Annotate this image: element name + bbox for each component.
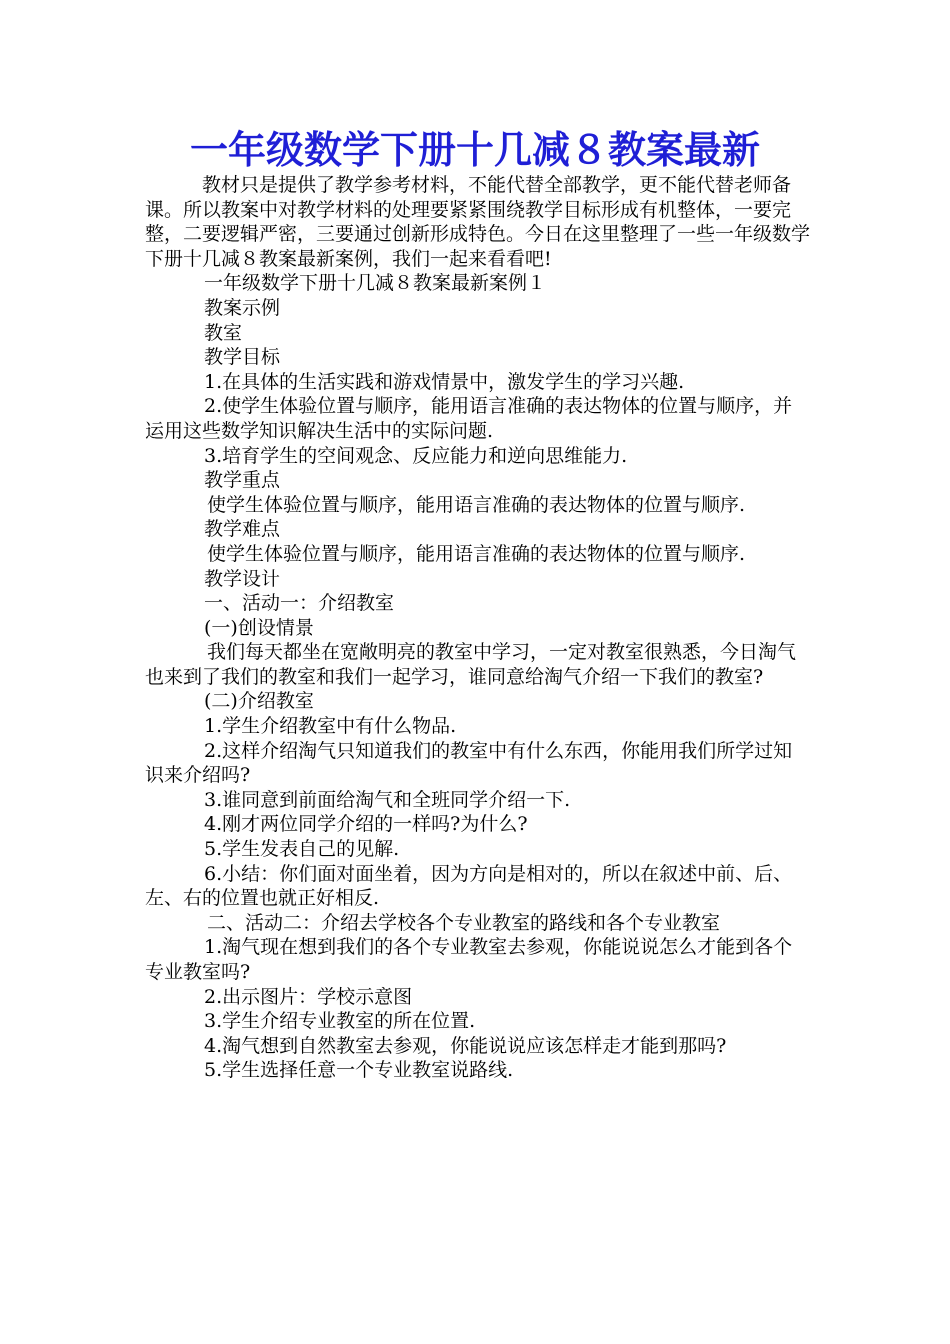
paragraph: 使学生体验位置与顺序，能用语言准确的表达物体的位置与顺序. xyxy=(207,493,746,516)
paragraph: 4.淘气想到自然教室去参观，你能说说应该怎样走才能到那吗? xyxy=(204,1034,727,1057)
document-title: 一年级数学下册十几减８教案最新 xyxy=(189,127,760,172)
paragraph: 2.使学生体验位置与顺序，能用语言准确的表达物体的位置与顺序，并运用这些数学知识解决生活中的实际问题. xyxy=(145,395,793,442)
paragraph: 教学难点 xyxy=(204,518,281,541)
paragraph: 教学目标 xyxy=(204,346,281,369)
paragraph: 教室 xyxy=(204,321,243,344)
paragraph: 6.小结：你们面对面坐着，因为方向是相对的，所以在叙述中前、后、左、右的位置也就正好相反. xyxy=(145,862,793,910)
paragraph: 5.学生选择任意一个专业教室说路线. xyxy=(204,1059,514,1082)
paragraph: (二)介绍教室 xyxy=(204,690,314,713)
paragraph: 1.淘气现在想到我们的各个专业教室去参观，你能说说怎么才能到各个专业教室吗? xyxy=(145,936,793,983)
paragraph: 2.出示图片：学校示意图 xyxy=(204,985,413,1008)
paragraph: (一)创设情景 xyxy=(204,616,314,639)
paragraph: 使学生体验位置与顺序，能用语言准确的表达物体的位置与顺序. xyxy=(207,542,746,565)
document-body xyxy=(145,173,810,1083)
paragraph: 4.刚才两位同学介绍的一样吗?为什么? xyxy=(204,813,528,836)
paragraph: 教案示例 xyxy=(204,296,281,319)
paragraph: 2.这样介绍淘气只知道我们的教室中有什么东西，你能用我们所学过知识来介绍吗? xyxy=(145,739,793,787)
paragraph: 教学重点 xyxy=(204,469,281,492)
paragraph: 5.学生发表自己的见解. xyxy=(204,838,400,861)
paragraph: 3.培育学生的空间观念、反应能力和逆向思维能力. xyxy=(204,444,628,467)
paragraph: 二、活动二：介绍去学校各个专业教室的路线和各个专业教室 xyxy=(207,911,721,934)
paragraph: 教学设计 xyxy=(204,567,281,590)
paragraph: 1.在具体的生活实践和游戏情景中，激发学生的学习兴趣. xyxy=(204,370,685,393)
paragraph: 一、活动一：介绍教室 xyxy=(204,592,395,615)
paragraph: 3.学生介绍专业教室的所在位置. xyxy=(204,1010,476,1033)
paragraph: 我们每天都坐在宽敞明亮的教室中学习，一定对教室很熟悉，今日淘气也来到了我们的教室和我们一起学习，谁同意给淘气介绍一下我们的教室? xyxy=(145,641,797,688)
paragraph: 3.谁同意到前面给淘气和全班同学介绍一下. xyxy=(204,788,571,811)
paragraph: 1.学生介绍教室中有什么物品. xyxy=(204,715,457,738)
paragraph: 教材只是提供了教学参考材料，不能代替全部教学，更不能代替老师备课。所以教案中对教学材料的处理要紧紧围绕教学目标形成有机整体，一要完整，二要逻辑严密，三要通过创新形成特色。今日在这里整理了一些一年级数学下册十几减８教案最新案例，我们一起来看看吧! xyxy=(145,174,811,270)
paragraph: 一年级数学下册十几减８教案最新案例１ xyxy=(204,272,547,295)
